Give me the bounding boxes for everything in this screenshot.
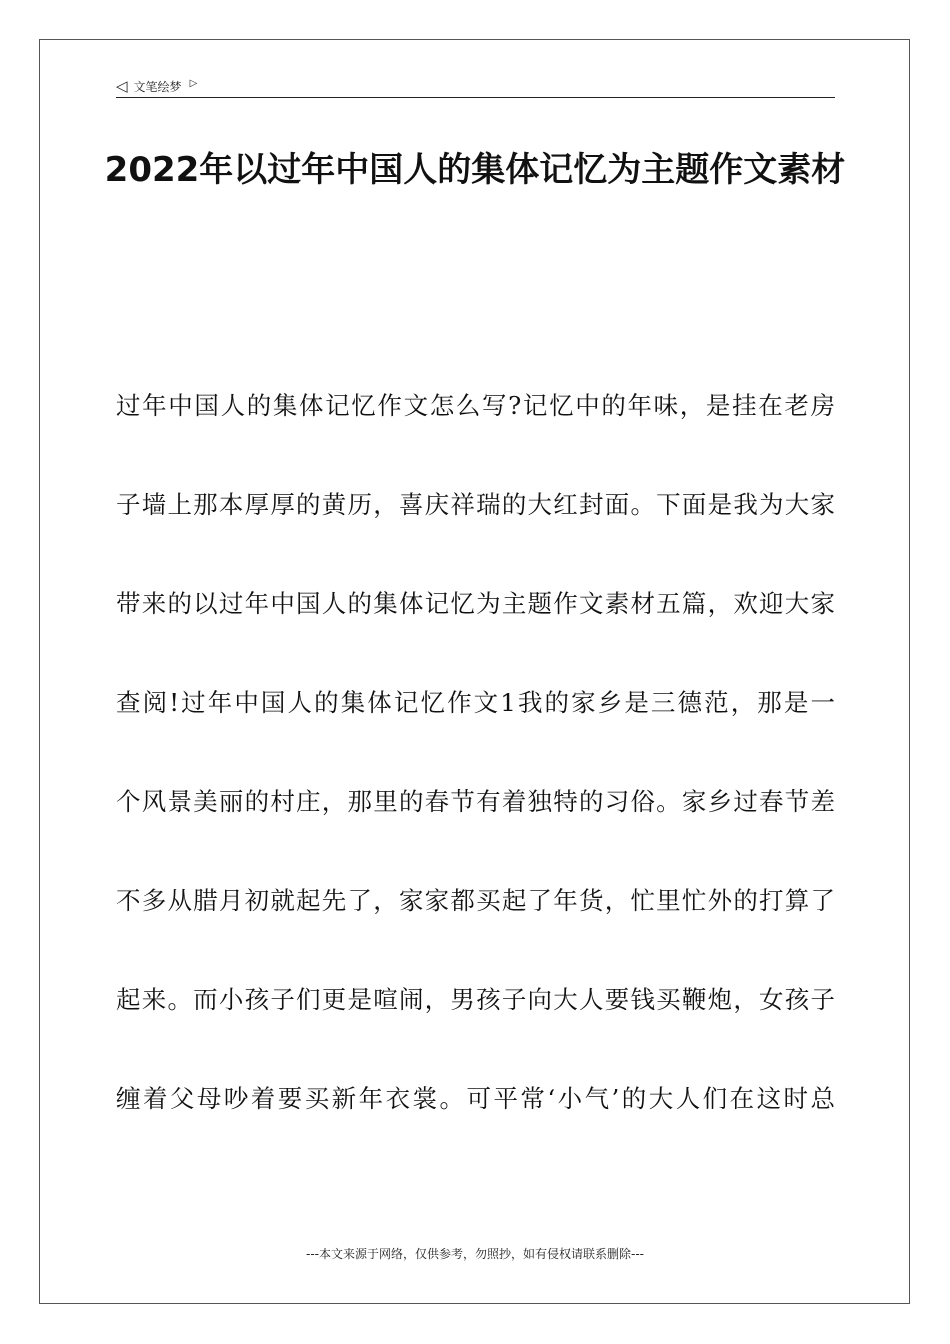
document-title: 2022年以过年中国人的集体记忆为主题作文素材 — [104, 150, 846, 190]
body-line: 个风景美丽的村庄，那里的春节有着独特的习俗。家乡过春节差 — [116, 787, 835, 816]
header-brand: 文笔绘梦 — [133, 79, 182, 94]
header-divider — [116, 97, 835, 98]
document-body — [116, 356, 835, 1148]
body-line: 不多从腊月初就起先了，家家都买起了年货，忙里忙外的打算了 — [116, 886, 835, 915]
body-line: 带来的以过年中国人的集体记忆为主题作文素材五篇，欢迎大家 — [116, 589, 835, 618]
body-line: 缠着父母吵着要买新年衣裳。可平常‘小气’的大人们在这时总 — [116, 1084, 835, 1113]
body-line: 查阅!过年中国人的集体记忆作文1我的家乡是三德范，那是一 — [116, 688, 835, 717]
right-triangle-icon: ▷ — [189, 78, 198, 89]
footer-notice: ---本文来源于网络，仅供参考，勿照抄，如有侵权请联系删除--- — [306, 1247, 644, 1261]
body-line: 过年中国人的集体记忆作文怎么写?记忆中的年味，是挂在老房 — [116, 391, 835, 420]
left-triangle-icon: ◁ — [116, 76, 128, 95]
page-header — [116, 74, 835, 98]
body-line: 起来。而小孩子们更是喧闹，男孩子向大人要钱买鞭炮，女孩子 — [116, 985, 835, 1014]
body-line: 子墙上那本厚厚的黄历，喜庆祥瑞的大红封面。下面是我为大家 — [116, 490, 835, 519]
